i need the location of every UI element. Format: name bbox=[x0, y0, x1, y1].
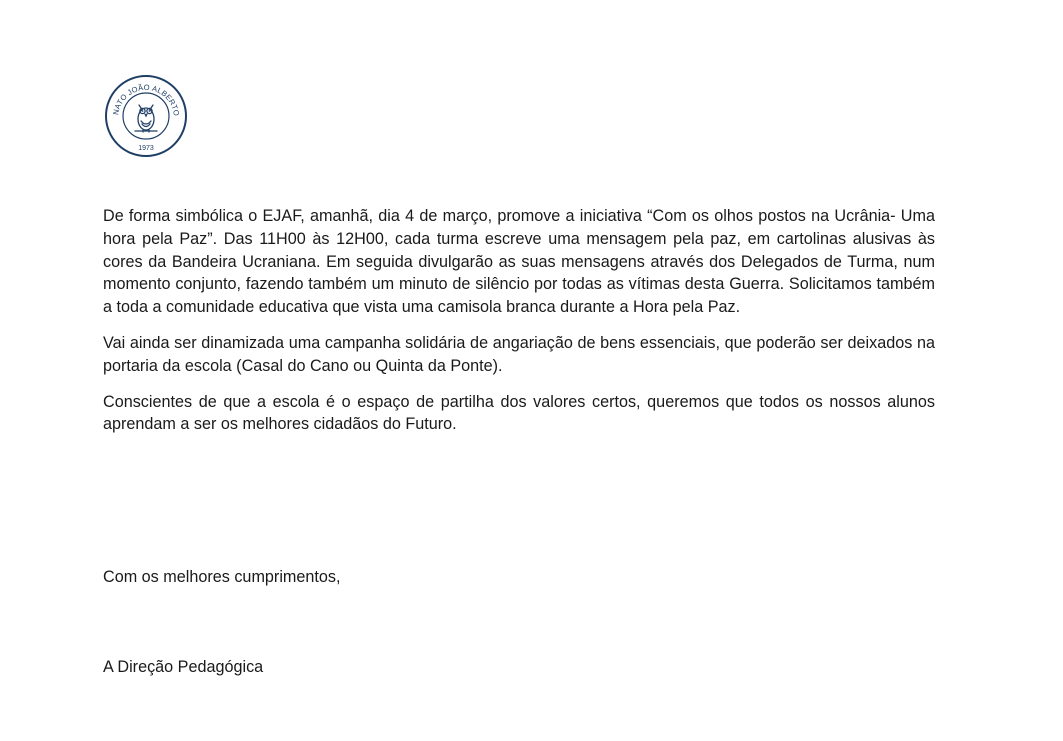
paragraph-campanha: Vai ainda ser dinamizada uma campanha solidária de angariação de bens essenciais, que poderão ser deixados na portaria da escola (Casal do Cano ou Quinta da Ponte). bbox=[103, 333, 935, 375]
paragraph-iniciativa: De forma simbólica o EJAF, amanhã, dia 4 de março, promove a iniciativa “Com os olhos postos na Ucrânia- Uma hora pela Paz”. Das 11H00 às 12H00, cada turma escreve uma mensagem pela paz, em cartolinas alusivas às cores da Bandeira Ucraniana. Em seguida divulgarão as suas mensagens através dos Delegados de Turma, num momento conjunto, fazendo também um minuto de silêncio por todas as vítimas desta Guerra. Solicitamos também a toda a comunidade educativa que vista uma camisola branca durante a Hora pela Paz. bbox=[103, 207, 935, 317]
signature: A Direção Pedagógica bbox=[103, 658, 264, 676]
svg-text:1973: 1973 bbox=[138, 145, 154, 152]
paragraph-valores: Conscientes de que a escola é o espaço de partilha dos valores certos, queremos que todos os nossos alunos aprendam a ser os melhores cidadãos do Futuro. bbox=[103, 392, 935, 434]
school-logo bbox=[104, 74, 188, 158]
owl-seal-icon bbox=[104, 74, 188, 158]
closing-line: Com os melhores cumprimentos, bbox=[103, 568, 341, 586]
svg-text:EXTERNATO JOÃO ALBERTO FARIA: NATO JOÃO ALBERTO bbox=[111, 82, 182, 117]
letter-body bbox=[103, 205, 935, 449]
